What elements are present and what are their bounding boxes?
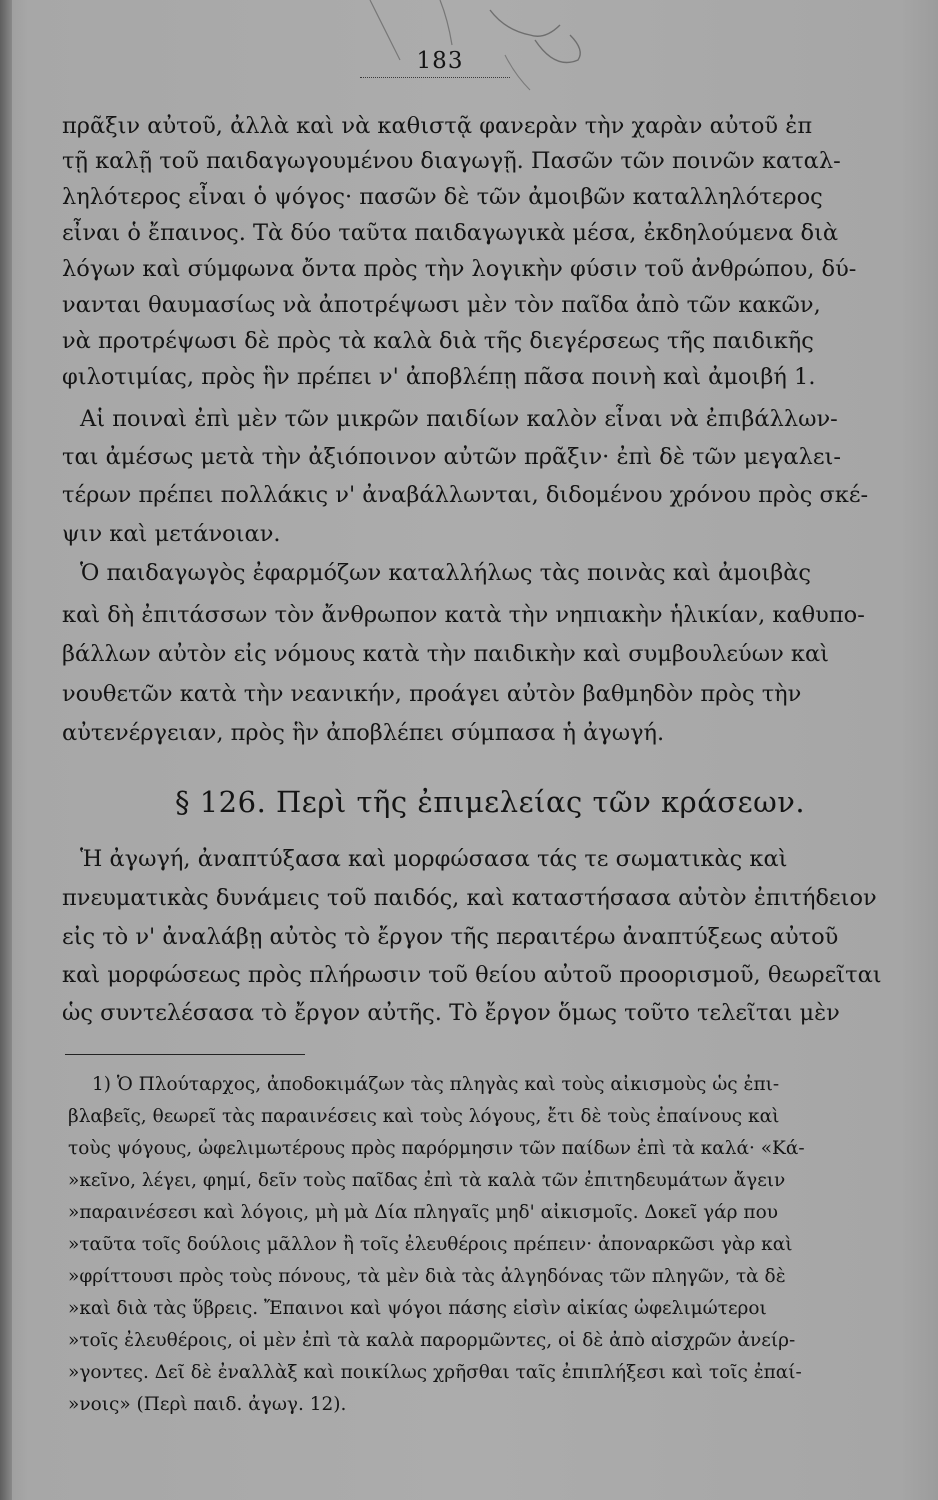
footnote-line: »κεῖνο, λέγει, φημί, δεῖν τοὺς παῖδας ἐπὶ τὰ καλὰ τῶν ἐπιτηδευμάτων ἄγειν (68, 1170, 786, 1191)
footnote-line: 1) Ὁ Πλούταρχος, ἀποδοκιμάζων τὰς πληγὰς καὶ τοὺς αἰκισμοὺς ὡς ἐπι- (92, 1074, 780, 1095)
paragraph-first-line: Ἡ ἀγωγή, ἀναπτύξασα καὶ μορφώσασα τάς τε σωματικὰς καὶ (80, 846, 788, 872)
text-line: λόγων καὶ σύμφωνα ὄντα πρὸς τὴν λογικὴν φύσιν τοῦ ἀνθρώπου, δύ- (62, 256, 857, 282)
text-line: φιλοτιμίας, πρὸς ἣν πρέπει ν' ἀποβλέπῃ πᾶσα ποινὴ καὶ ἀμοιβή 1. (62, 364, 816, 390)
text-line: ὡς συντελέσασα τὸ ἔργον αὐτῆς. Τὸ ἔργον ὅμως τοῦτο τελεῖται μὲν (62, 1000, 840, 1026)
page-number: 183 (416, 48, 464, 74)
page-binding-edge (0, 0, 12, 1500)
footnote-line: »καὶ διὰ τὰς ὕβρεις. Ἔπαινοι καὶ ψόγοι πάσης εἰσὶν αἰκίας ὠφελιμώτεροι (68, 1298, 767, 1319)
text-line: ψιν καὶ μετάνοιαν. (62, 521, 281, 547)
text-line: ται ἀμέσως μετὰ τὴν ἀξιόποινον αὐτῶν πρᾶξιν· ἐπὶ δὲ τῶν μεγαλει- (62, 444, 841, 470)
text-line: καὶ μορφώσεως πρὸς πλήρωσιν τοῦ θείου αὐτοῦ προορισμοῦ, θεωρεῖται (62, 962, 882, 988)
text-line: καὶ δὴ ἐπιτάσσων τὸν ἄνθρωπον κατὰ τὴν νηπιακὴν ἡλικίαν, καθυπο- (62, 602, 865, 628)
text-line: νὰ προτρέψωσι δὲ πρὸς τὰ καλὰ διὰ τῆς διεγέρσεως τῆς παιδικῆς (62, 328, 814, 354)
text-line: νανται θαυμασίως νὰ ἀποτρέψωσι μὲν τὸν παῖδα ἀπὸ τῶν κακῶν, (62, 292, 821, 318)
footnote-line: βλαβεῖς, θεωρεῖ τὰς παραινέσεις καὶ τοὺς λόγους, ἔτι δὲ τοὺς ἐπαίνους καὶ (68, 1106, 780, 1127)
footnote-line: »νοις» (Περὶ παιδ. ἀγωγ. 12). (68, 1394, 347, 1415)
text-line: εἰς τὸ ν' ἀναλάβῃ αὐτὸς τὸ ἔργον τῆς περαιτέρω ἀναπτύξεως αὐτοῦ (62, 924, 839, 950)
text-line: τῇ καλῇ τοῦ παιδαγωγουμένου διαγωγῇ. Πασῶν τῶν ποινῶν καταλ- (62, 148, 841, 174)
text-line: πνευματικὰς δυνάμεις τοῦ παιδός, καὶ καταστήσασα αὐτὸν ἐπιτήδειον (62, 885, 877, 911)
footnote-line: »τοῖς ἐλευθέροις, οἱ μὲν ἐπὶ τὰ καλὰ παρορμῶντες, οἱ δὲ ἀπὸ αἰσχρῶν ἀνείρ- (68, 1330, 796, 1351)
text-line: τέρων πρέπει πολλάκις ν' ἀναβάλλωνται, διδομένου χρόνου πρὸς σκέ- (62, 482, 869, 508)
text-line: αὐτενέργειαν, πρὸς ἣν ἀποβλέπει σύμπασα ἡ ἀγωγή. (62, 720, 665, 746)
footnote-separator (65, 1054, 305, 1055)
paragraph-first-line: Αἱ ποιναὶ ἐπὶ μὲν τῶν μικρῶν παιδίων καλὸν εἶναι νὰ ἐπιβάλλων- (80, 406, 838, 432)
footnote-line: »φρίττουσι πρὸς τοὺς πόνους, τὰ μὲν διὰ τὰς ἀλγηδόνας τῶν πληγῶν, τὰ δὲ (68, 1266, 786, 1287)
paragraph-first-line: Ὁ παιδαγωγὸς ἐφαρμόζων καταλλήλως τὰς ποινὰς καὶ ἀμοιβὰς (80, 560, 812, 586)
footnote-line: »ταῦτα τοῖς δούλοις μᾶλλον ἢ τοῖς ἐλευθέροις πρέπειν· ἀποναρκῶσι γὰρ καὶ (68, 1234, 793, 1255)
page-number-underline (360, 77, 510, 78)
text-line: βάλλων αὐτὸν εἰς νόμους κατὰ τὴν παιδικὴν καὶ συμβουλεύων καὶ (62, 641, 829, 667)
footnote-line: »γοντες. Δεῖ δὲ ἐναλλὰξ καὶ ποικίλως χρῆσθαι ταῖς ἐπιπλήξεσι καὶ τοῖς ἐπαί- (68, 1362, 802, 1383)
footnote-line: »παραινέσεσι καὶ λόγοις, μὴ μὰ Δία πληγαῖς μηδ' αἰκισμοῖς. Δοκεῖ γάρ που (68, 1202, 778, 1223)
text-line: πρᾶξιν αὐτοῦ, ἀλλὰ καὶ νὰ καθιστᾷ φανερὰν τὴν χαρὰν αὐτοῦ ἐπ (62, 113, 813, 139)
text-line: ληλότερος εἶναι ὁ ψόγος· πασῶν δὲ τῶν ἀμοιβῶν καταλληλότερος (62, 184, 823, 210)
text-line: νουθετῶν κατὰ τὴν νεανικήν, προάγει αὐτὸν βαθμηδὸν πρὸς τὴν (62, 681, 802, 707)
section-heading: § 126. Περὶ τῆς ἐπιμελείας τῶν κράσεων. (175, 785, 806, 819)
footnote-line: τοὺς ψόγους, ὠφελιμωτέρους πρὸς παρόρμησιν τῶν παίδων ἐπὶ τὰ καλά· «Κά- (68, 1138, 805, 1159)
text-line: εἶναι ὁ ἔπαινος. Τὰ δύο ταῦτα παιδαγωγικὰ μέσα, ἐκδηλούμενα διὰ (62, 220, 839, 246)
